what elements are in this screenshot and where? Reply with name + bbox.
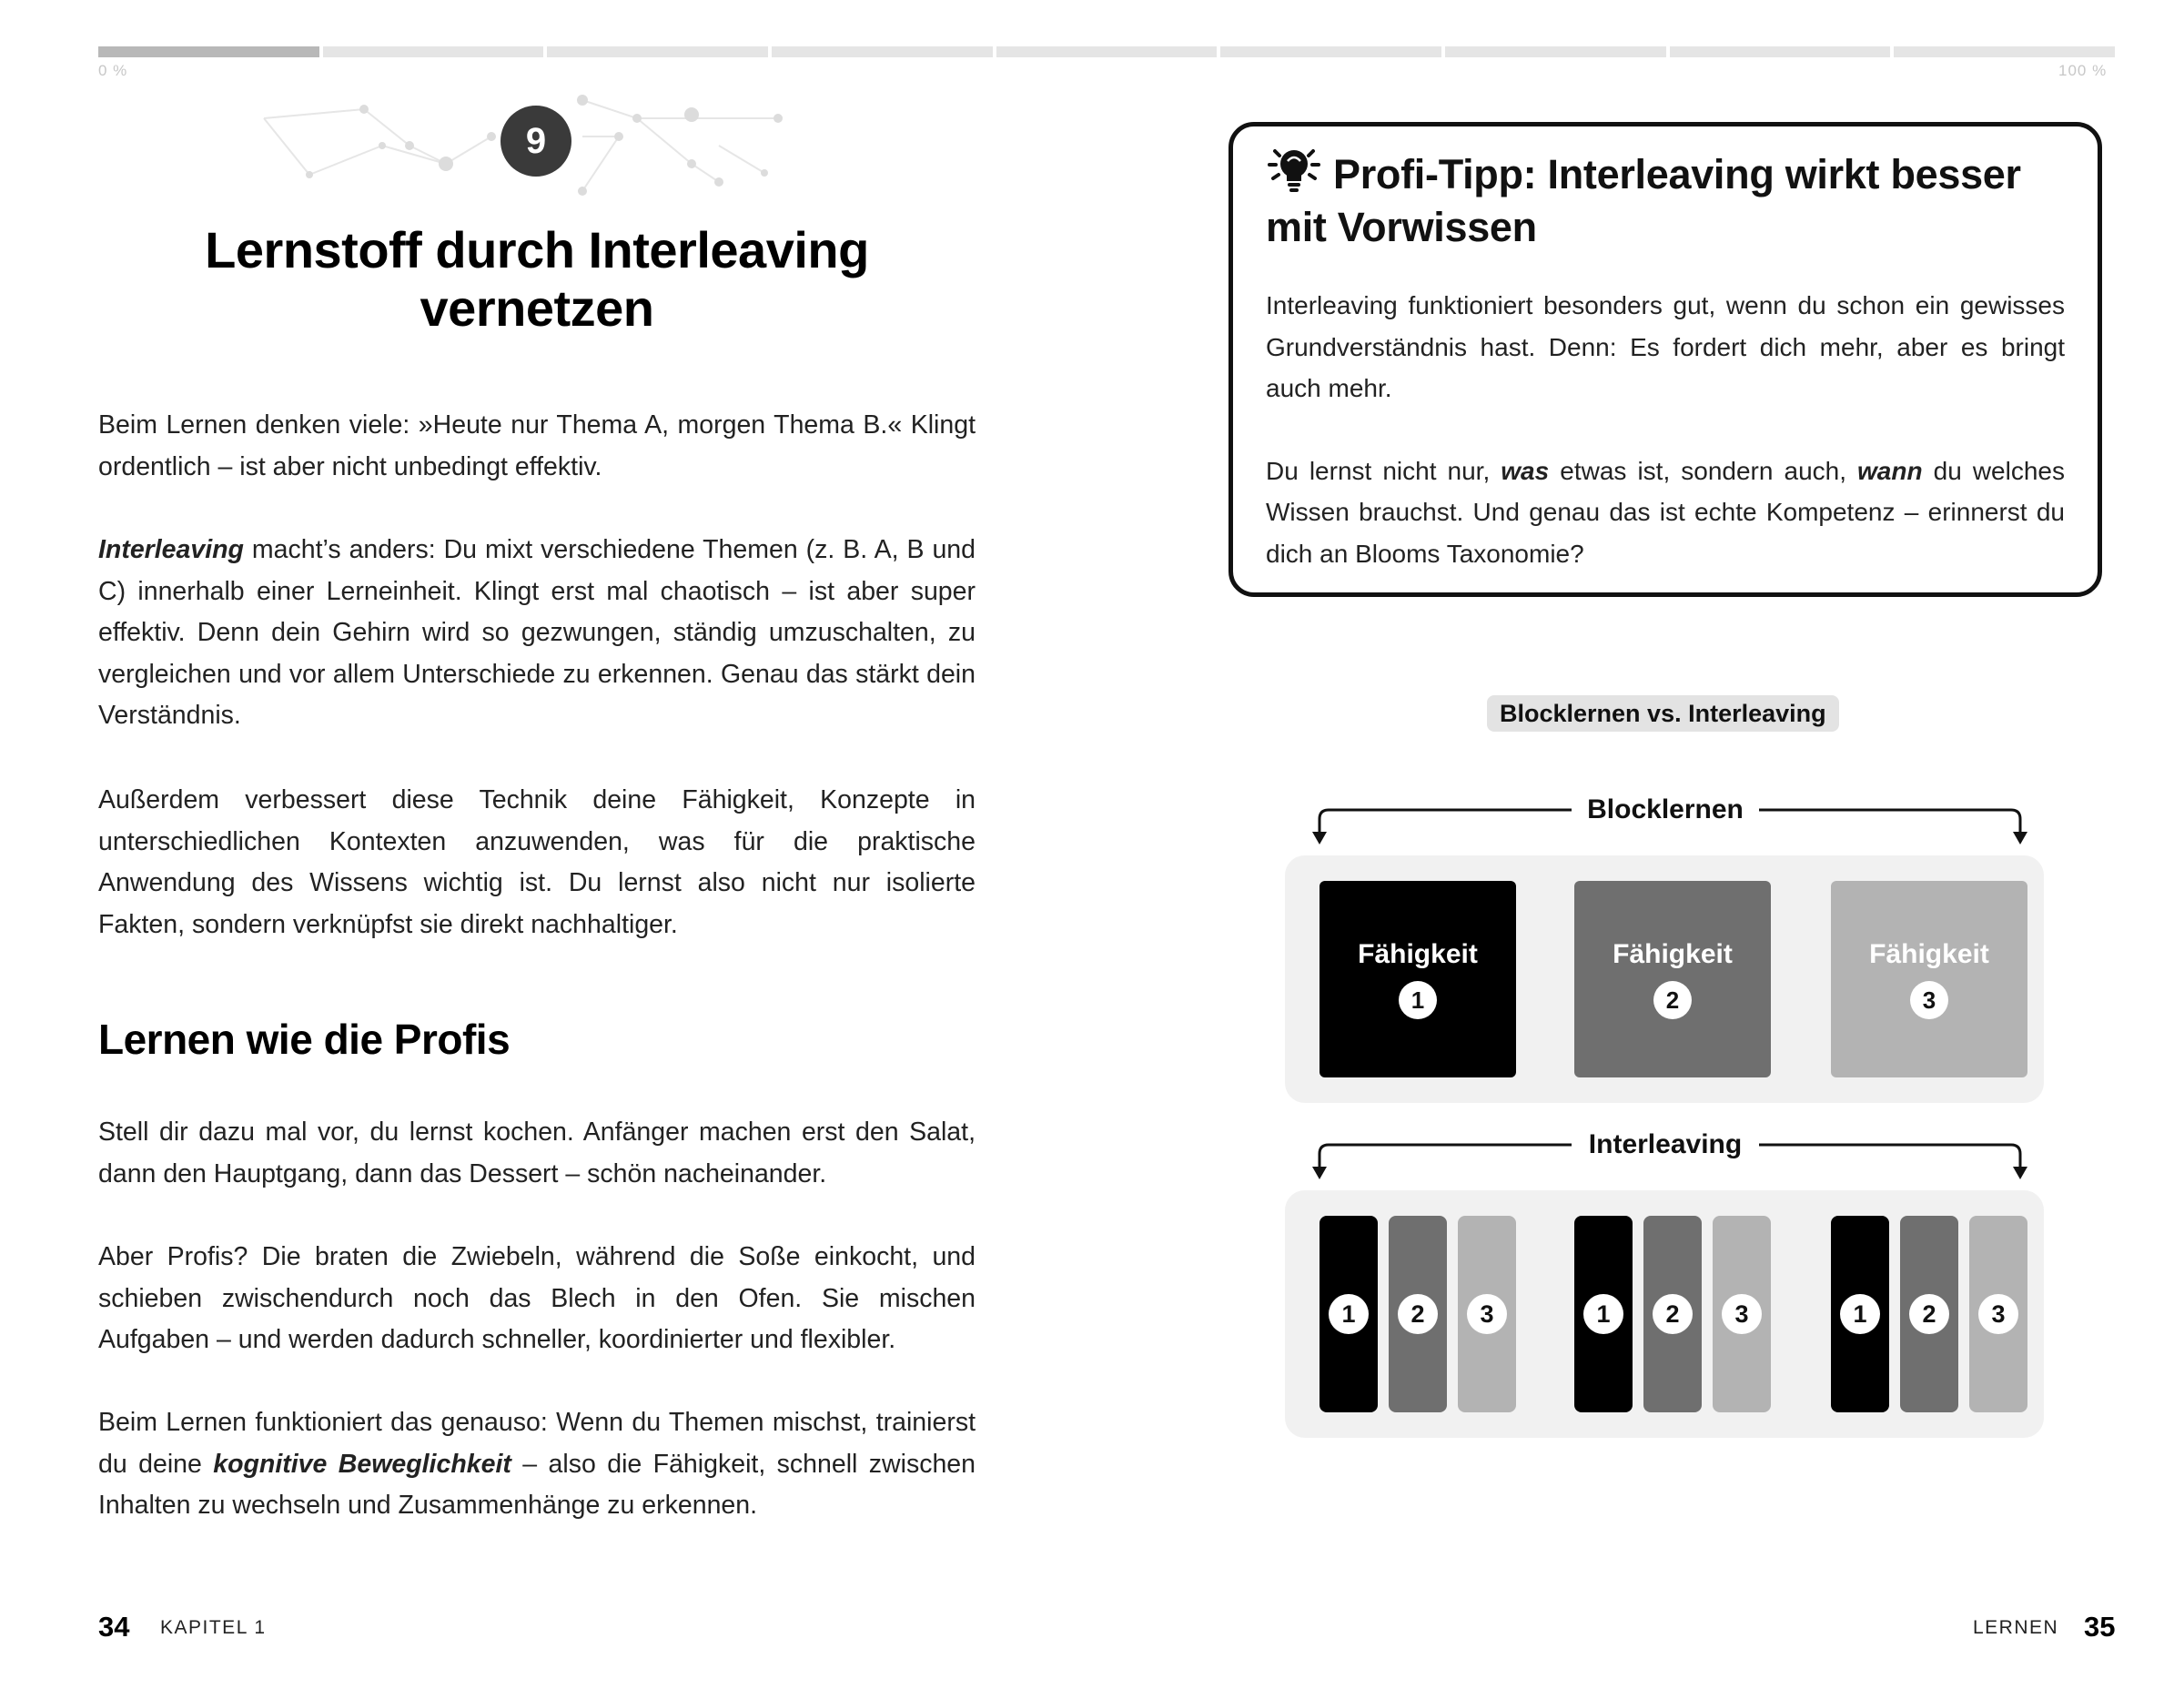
skill-label: Fähigkeit [1869,939,1989,969]
pro-tip-heading-text: Profi-Tipp: Interleaving wirkt besser mit Vorwissen [1266,151,2021,250]
bar-number: 1 [1329,1294,1369,1334]
interleave-bar-1 [1320,1216,1378,1412]
progress-segment [1670,46,1891,57]
paragraph-contexts: Außerdem verbessert diese Technik deine Fähigkeit, Konzepte in unterschiedlichen Kontexten anzuwenden, was für die praktische Anwendung des Wissens wichtig ist. Du lernst also nicht nur isolierte Fakten, sondern verknüpfst sie direkt nachhaltiger. [98,785,976,939]
interleave-bar-3 [1969,1216,2027,1412]
bar-number: 3 [1722,1294,1762,1334]
page-title [98,221,976,338]
interleaving-panel [1285,1190,2044,1438]
bar-number: 2 [1398,1294,1438,1334]
section-heading: Lernen wie die Profis [98,1016,511,1063]
pro-tip-heading [1266,147,2065,254]
interleave-bar-1 [1831,1216,1889,1412]
bar-number: 1 [1583,1294,1623,1334]
bar-number: 2 [1909,1294,1949,1334]
pro-tip-text-2-c: du welches Wissen brauchst. Und genau das ist echte Kompetenz – erinnerst du dich an Blooms Taxonomie? [1266,456,2065,568]
interleave-bar-2 [1389,1216,1447,1412]
blocklernen-title: Blocklernen [1572,792,1759,828]
emphasis-cognitive-flexibility: kognitive Beweglichkeit [213,1449,511,1479]
paragraph-cooking: Stell dir dazu mal vor, du lernst kochen. Anfänger machen erst den Salat, dann den Hauptgang, dann das Dessert – schön nacheinander. [98,1117,976,1188]
pro-tip-text-1: Interleaving funktioniert besonders gut, wenn du schon ein gewisses Grundverständnis hast. Denn: Es fordert dich mehr, aber es bringt auch mehr. [1266,291,2065,402]
interleave-bar-3 [1713,1216,1771,1412]
skill-label: Fähigkeit [1613,939,1733,969]
paragraph-flexibility [98,1402,976,1527]
interleave-bar-2 [1900,1216,1958,1412]
progress-end-label: 100 % [2058,62,2108,79]
chapter-number-badge: 9 [500,106,571,177]
bar-number: 3 [1467,1294,1507,1334]
skill-block-3 [1831,881,2027,1077]
right-section-label: LERNEN [1973,1617,2059,1638]
pro-tip-text-2-a: Du lernst nicht nur, [1266,456,1502,485]
paragraph-profis: Aber Profis? Die braten die Zwiebeln, während die Soße einkocht, und schieben zwischendurch noch das Blech in den Ofen. Sie mischen Aufgaben – und werden dadurch schneller, koordinierter und flexibler. [98,1242,976,1354]
paragraph-flexibility-text-a: Beim Lernen funktioniert das genauso: Wenn du Themen mischst, trainierst du deine [98,1408,976,1479]
skill-number-3: 3 [1910,981,1948,1019]
reading-progress-bar [98,46,2115,57]
skill-label: Fähigkeit [1358,939,1478,969]
skill-block-1 [1320,881,1516,1077]
lightbulb-icon [1266,147,1322,194]
interleave-bar-2 [1643,1216,1702,1412]
interleave-bar-3 [1458,1216,1516,1412]
skill-number-1: 1 [1399,981,1437,1019]
left-chapter-label: KAPITEL 1 [160,1617,267,1638]
pro-tip-box [1228,122,2102,597]
bar-number: 3 [1978,1294,2018,1334]
progress-segment [98,46,319,57]
progress-segment [1445,46,1666,57]
paragraph-flexibility-text-b: – also die Fähigkeit, schnell zwischen Inhalten zu wechseln und Zusammenhänge zu erkennen. [98,1449,976,1520]
emphasis-wann: wann [1857,456,1923,485]
progress-segment [547,46,768,57]
paragraph-intro: Beim Lernen denken viele: »Heute nur Thema A, morgen Thema B.« Klingt ordentlich – ist aber nicht unbedingt effektiv. [98,410,976,481]
pro-tip-text-2-b: etwas ist, sondern auch, [1549,456,1858,485]
progress-segment [1894,46,2115,57]
pro-tip-text-2 [1266,450,2065,575]
left-page-number: 34 [98,1611,130,1643]
bar-number: 1 [1840,1294,1880,1334]
right-page-number: 35 [2084,1611,2116,1643]
emphasis-was: was [1501,456,1550,485]
bar-number: 2 [1653,1294,1693,1334]
emphasis-interleaving: Interleaving [98,535,244,564]
page-title-line-2: vernetzen [420,279,654,337]
paragraph-interleaving-text: macht’s anders: Du mixt verschiedene Themen (z. B. A, B und C) innerhalb einer Lerneinheit. Klingt erst mal chaotisch – ist aber super effektiv. Denn dein Gehirn wird so gezwungen, ständig umzuschalten, zu vergleichen und vor allem Unterschiede zu erkennen. Genau das stärkt dein Verständnis. [98,535,976,730]
diagram-label: Blocklernen vs. Interleaving [1487,695,1839,732]
skill-block-2 [1574,881,1771,1077]
page-title-line-1: Lernstoff durch Interleaving [205,221,869,278]
progress-segment [323,46,544,57]
progress-segment [1220,46,1441,57]
progress-segment [772,46,993,57]
skill-number-2: 2 [1653,981,1692,1019]
progress-segment [996,46,1218,57]
progress-start-label: 0 % [98,62,128,79]
interleave-bar-1 [1574,1216,1633,1412]
interleaving-title: Interleaving [1572,1127,1759,1163]
blocklernen-panel [1285,855,2044,1103]
paragraph-interleaving [98,530,976,737]
